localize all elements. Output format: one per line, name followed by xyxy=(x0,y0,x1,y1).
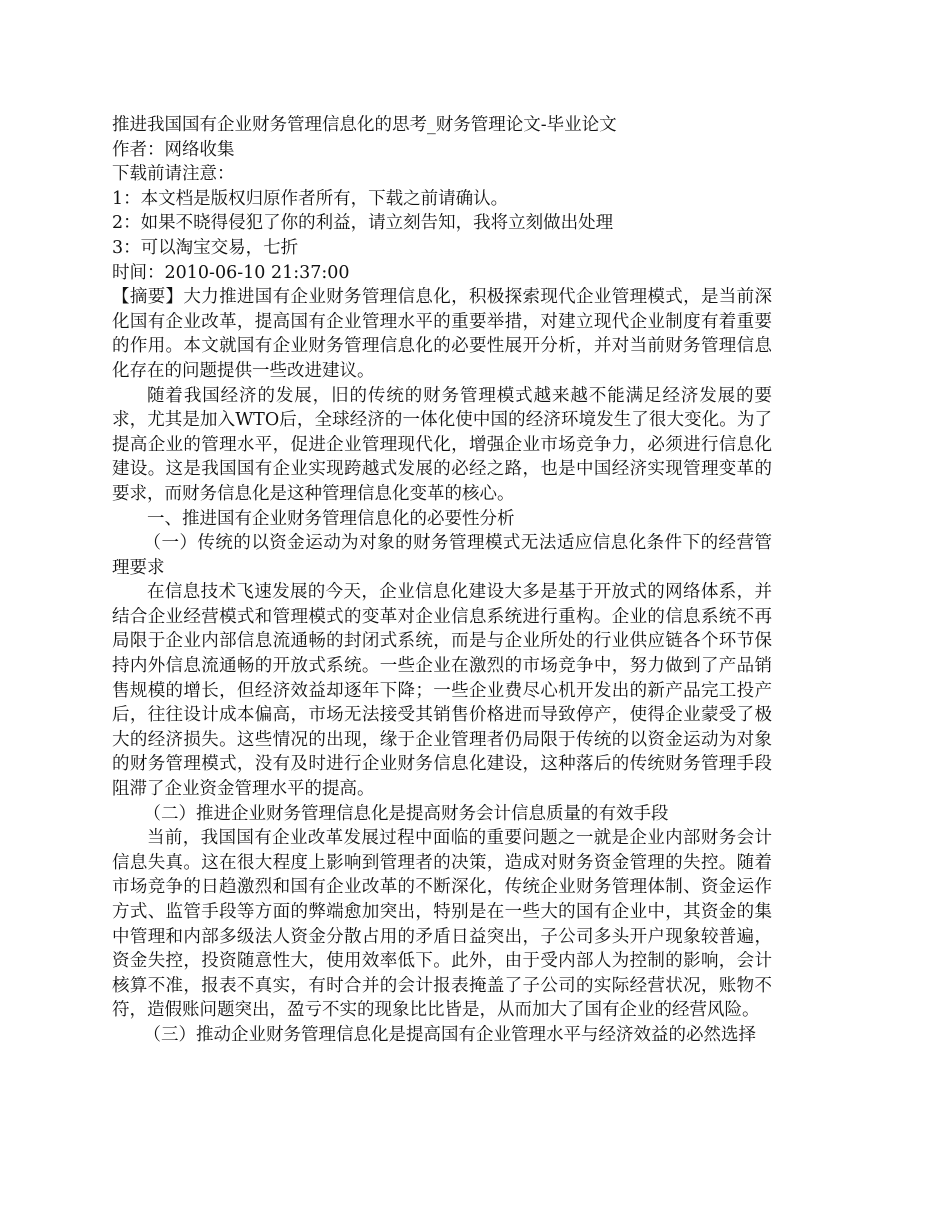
subsection-heading-1: （一）传统的以资金运动为对象的财务管理模式无法适应信息化条件下的经营管理要求 xyxy=(112,533,772,578)
intro-paragraph: 随着我国经济的发展，旧的传统的财务管理模式越来越不能满足经济发展的要求，尤其是加入WTO后，全球经济的一体化使中国的经济环境发生了很大变化。为了提高企业的管理水平，促进企业管理现代化，增强企业市场竞争力，必须进行信息化建设。这是我国国有企业实现跨越式发展的必经之路，也是中国经济实现管理变革的要求，而财务信息化是这种管理信息化变革的核心。 xyxy=(112,385,772,504)
notice-title: 下载前请注意： xyxy=(112,164,235,185)
body-paragraph-2: 当前，我国国有企业改革发展过程中面临的重要问题之一就是企业内部财务会计信息失真。这在很大程度上影响到管理者的决策，造成对财务资金管理的失控。随着市场竞争的日趋激烈和国有企业改革的不断深化，传统企业财务管理体制、资金运作方式、监管手段等方面的弊端愈加突出，特别是在一些大的国有企业中，其资金的集中管理和内部多级法人资金分散占用的矛盾日益突出，子公司多头开户现象较普遍，资金失控，投资随意性大，使用效率低下。此外，由于受内部人为控制的影响，会计核算不准，报表不真实，有时合并的会计报表掩盖了子公司的实际经营状况，账物不符，造假账问题突出，盈亏不实的现象比比皆是，从而加大了国有企业的经营风险。 xyxy=(112,828,772,1021)
notice-item-3: 3：可以淘宝交易，七折 xyxy=(112,237,299,258)
section-heading-1: 一、推进国有企业财务管理信息化的必要性分析 xyxy=(147,508,515,529)
subsection-heading-3: （三）推动企业财务管理信息化是提高国有企业管理水平与经济效益的必然选择 xyxy=(143,1024,756,1045)
notice-item-2: 2：如果不晓得侵犯了你的利益，请立刻告知，我将立刻做出处理 xyxy=(112,213,614,234)
document-page xyxy=(112,113,772,1048)
abstract-paragraph: 【摘要】大力推进国有企业财务管理信息化，积极探索现代企业管理模式，是当前深化国有企业改革，提高国有企业管理水平的重要举措，对建立现代企业制度有着重要的作用。本文就国有企业财务管理信息化的必要性展开分析，并对当前财务管理信息化存在的问题提供一些改进建议。 xyxy=(112,287,772,381)
publish-time: 时间：2010-06-10 21:37:00 xyxy=(112,262,350,283)
subsection-heading-2: （二）推进企业财务管理信息化是提高财务会计信息质量的有效手段 xyxy=(143,803,669,824)
author-line: 作者：网络收集 xyxy=(112,139,235,160)
document-title: 推进我国国有企业财务管理信息化的思考_财务管理论文-毕业论文 xyxy=(112,115,617,135)
body-paragraph-1: 在信息技术飞速发展的今天，企业信息化建设大多是基于开放式的网络体系，并结合企业经营模式和管理模式的变革对企业信息系统进行重构。企业的信息系统不再局限于企业内部信息流通畅的封闭式系统，而是与企业所处的行业供应链各个环节保持内外信息流通畅的开放式系统。一些企业在激烈的市场竞争中，努力做到了产品销售规模的增长，但经济效益却逐年下降；一些企业费尽心机开发出的新产品完工投产后，往往设计成本偏高，市场无法接受其销售价格进而导致停产，使得企业蒙受了极大的经济损失。这些情况的出现，缘于企业管理者仍局限于传统的以资金运动为对象的财务管理模式，没有及时进行企业财务信息化建设，这种落后的传统财务管理手段阻滞了企业资金管理水平的提高。 xyxy=(112,582,772,800)
notice-item-1: 1：本文档是版权归原作者所有，下载之前请确认。 xyxy=(112,188,509,209)
